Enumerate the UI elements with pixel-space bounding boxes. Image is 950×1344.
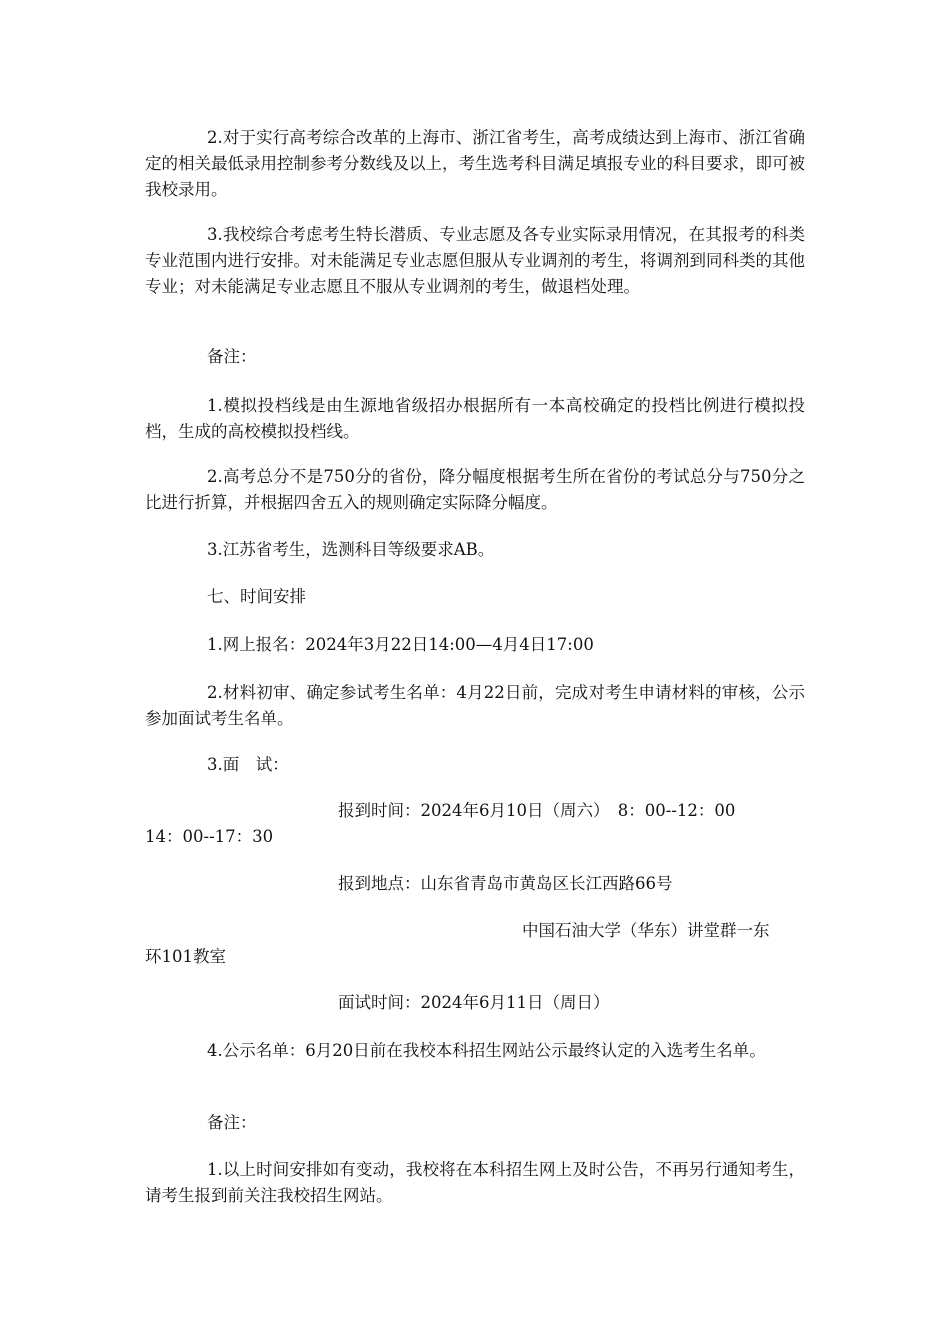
report-time-line-1: 报到时间：2024年6月10日（周六） 8：00--12：00 xyxy=(338,801,736,820)
paragraph-interview: 3.面 试： xyxy=(207,755,289,774)
interview-time: 面试时间：2024年6月11日（周日） xyxy=(338,993,610,1012)
note-title: 备注： xyxy=(207,347,257,366)
paragraph-online-registration: 1.网上报名：2024年3月22日14:00—4月4日17:00 xyxy=(207,635,594,654)
paragraph-note-1: 1.模拟投档线是由生源地省级招办根据所有一本高校确定的投档比例进行模拟投档，生成的高校模拟投档线。 xyxy=(145,396,805,441)
report-time-line-2: 14：00--17：30 xyxy=(145,827,274,846)
paragraph-material-review: 2.材料初审、确定参试考生名单：4月22日前，完成对考生申请材料的审核，公示参加面试考生名单。 xyxy=(145,683,805,728)
section-heading-schedule: 七、时间安排 xyxy=(207,587,306,606)
report-room-line-1: 中国石油大学（华东）讲堂群一东 xyxy=(522,921,770,940)
paragraph-admission-shanghai-zhejiang: 2.对于实行高考综合改革的上海市、浙江省考生，高考成绩达到上海市、浙江省确定的相关最低录用控制参考分数线及以上，考生选考科目满足填报专业的科目要求，即可被我校录用。 xyxy=(145,128,805,199)
paragraph-note-2: 2.高考总分不是750分的省份，降分幅度根据考生所在省份的考试总分与750分之比进行折算，并根据四舍五入的规则确定实际降分幅度。 xyxy=(145,467,805,512)
paragraph-schedule-change-note: 1.以上时间安排如有变动，我校将在本科招生网上及时公告，不再另行通知考生，请考生报到前关注我校招生网站。 xyxy=(145,1160,805,1205)
report-place: 报到地点：山东省青岛市黄岛区长江西路66号 xyxy=(338,874,673,893)
note-title-2: 备注： xyxy=(207,1113,257,1132)
paragraph-publicize-list: 4.公示名单：6月20日前在我校本科招生网站公示最终认定的入选考生名单。 xyxy=(207,1041,766,1060)
paragraph-major-arrangement: 3.我校综合考虑考生特长潜质、专业志愿及各专业实际录用情况，在其报考的科类专业范围内进行安排。对未能满足专业志愿但服从专业调剂的考生，将调剂到同科类的其他专业；对未能满足专业志愿且不服从专业调剂的考生，做退档处理。 xyxy=(145,225,805,296)
paragraph-note-3: 3.江苏省考生，选测科目等级要求AB。 xyxy=(207,540,495,559)
report-room-line-2: 环101教室 xyxy=(145,947,226,966)
